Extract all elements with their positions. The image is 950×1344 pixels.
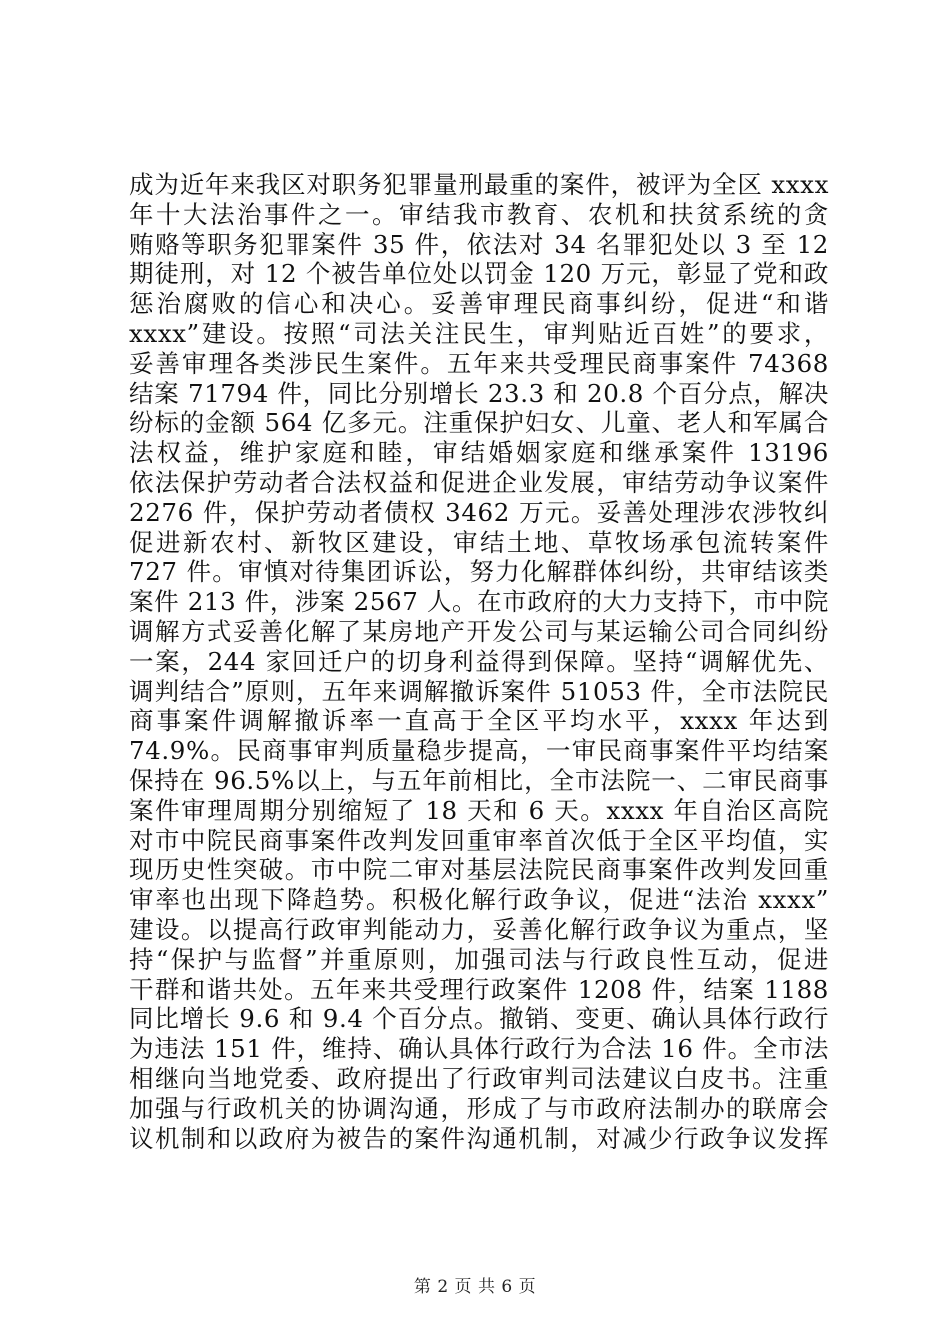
text-line: 议机制和以政府为被告的案件沟通机制，对减少行政争议发挥	[129, 1123, 829, 1153]
text-line: 2276 件，保护劳动者债权 3462 万元。妥善处理涉农涉牧纠	[129, 497, 829, 527]
text-line: 纷标的金额 564 亿多元。注重保护妇女、儿童、老人和军属合	[129, 408, 829, 438]
text-line: 对市中院民商事案件改判发回重审率首次低于全区平均值，实	[129, 825, 829, 855]
text-line: 促进新农村、新牧区建设，审结土地、草牧场承包流转案件	[129, 527, 829, 557]
text-line: 案件 213 件，涉案 2567 人。在市政府的大力支持下，市中院	[129, 587, 829, 617]
text-line: 贿赂等职务犯罪案件 35 件，依法对 34 名罪犯处以 3 至 12	[129, 229, 829, 259]
text-line: 调解方式妥善化解了某房地产开发公司与某运输公司合同纠纷	[129, 616, 829, 646]
text-line: 年十大法治事件之一。审结我市教育、农机和扶贫系统的贪	[129, 199, 829, 229]
page-footer	[0, 1272, 950, 1297]
text-line: 审率也出现下降趋势。积极化解行政争议，促进“法治 xxxx”	[129, 885, 829, 915]
text-line: xxxx”建设。按照“司法关注民生，审判贴近百姓”的要求，	[129, 318, 829, 348]
text-line: 依法保护劳动者合法权益和促进企业发展，审结劳动争议案件	[129, 467, 829, 497]
body-text	[129, 170, 829, 1153]
text-line: 调判结合”原则，五年来调解撤诉案件 51053 件，全市法院民	[129, 676, 829, 706]
text-line: 相继向当地党委、政府提出了行政审判司法建议白皮书。注重	[129, 1063, 829, 1093]
text-line: 建设。以提高行政审判能动力，妥善化解行政争议为重点，坚	[129, 914, 829, 944]
page-number: 第 2 页 共 6 页	[413, 1277, 537, 1297]
text-line: 一案，244 家回迁户的切身利益得到保障。坚持“调解优先、	[129, 646, 829, 676]
text-line: 干群和谐共处。五年来共受理行政案件 1208 件，结案 1188	[129, 974, 829, 1004]
text-line: 期徒刑，对 12 个被告单位处以罚金 120 万元，彰显了党和政	[129, 259, 829, 289]
text-line: 74.9%。民商事审判质量稳步提高，一审民商事案件平均结案	[129, 736, 829, 766]
text-line: 商事案件调解撤诉率一直高于全区平均水平，xxxx 年达到	[129, 706, 829, 736]
text-line: 持“保护与监督”并重原则，加强司法与行政良性互动，促进	[129, 944, 829, 974]
text-line: 案件审理周期分别缩短了 18 天和 6 天。xxxx 年自治区高院	[129, 795, 829, 825]
text-line: 惩治腐败的信心和决心。妥善审理民商事纠纷，促进“和谐	[129, 289, 829, 319]
text-line: 保持在 96.5%以上，与五年前相比，全市法院一、二审民商事	[129, 765, 829, 795]
text-line: 加强与行政机关的协调沟通，形成了与市政府法制办的联席会	[129, 1093, 829, 1123]
text-line: 法权益，维护家庭和睦，审结婚姻家庭和继承案件 13196	[129, 438, 829, 468]
text-line: 现历史性突破。市中院二审对基层法院民商事案件改判发回重	[129, 855, 829, 885]
text-line: 为违法 151 件，维持、确认具体行政行为合法 16 件。全市法	[129, 1034, 829, 1064]
text-line: 妥善审理各类涉民生案件。五年来共受理民商事案件 74368	[129, 348, 829, 378]
text-line: 结案 71794 件，同比分别增长 23.3 和 20.8 个百分点，解决	[129, 378, 829, 408]
text-line: 727 件。审慎对待集团诉讼，努力化解群体纠纷，共审结该类	[129, 557, 829, 587]
text-line: 同比增长 9.6 和 9.4 个百分点。撤销、变更、确认具体行政行	[129, 1004, 829, 1034]
text-line: 成为近年来我区对职务犯罪量刑最重的案件，被评为全区 xxxx	[129, 170, 829, 199]
